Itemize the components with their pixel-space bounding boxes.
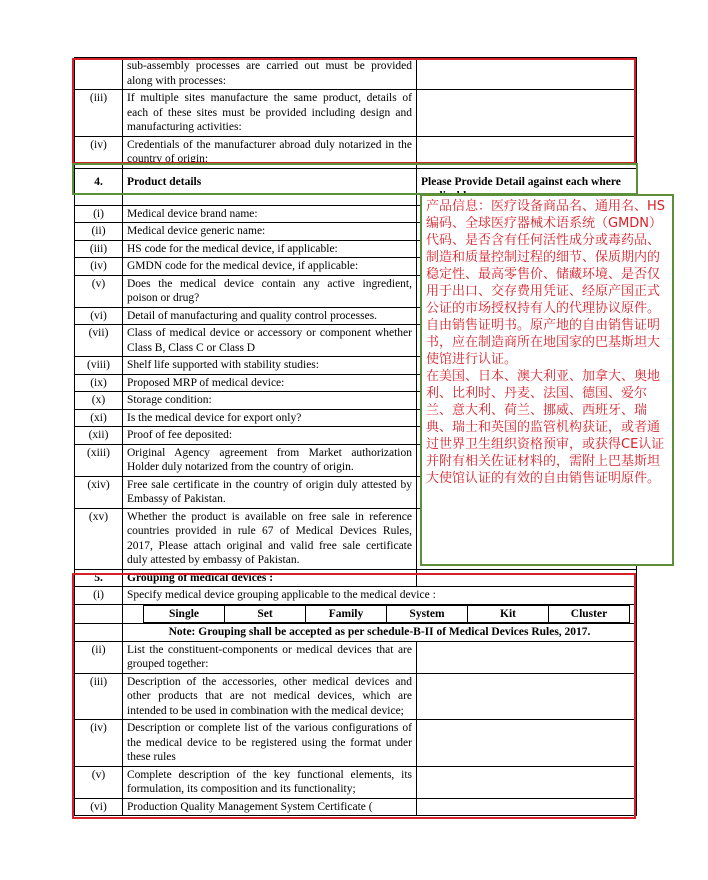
detail-cell[interactable]: [417, 58, 637, 90]
grouping-options-row: [75, 604, 637, 624]
detail-cell[interactable]: [417, 720, 637, 767]
annotation-paragraph: 产品信息：医疗设备商品名、通用名、HS编码、全球医疗器械术语系统（GMDN）代码、是否含有任何活性成分或毒药品、制造和质量控制过程的细节、保质期内的稳定性、最高零售价、储藏环境、是否仅用于出口、交存费用凭证、经原产国正式公证的市场授权持有人的代理协议原件。: [426, 199, 666, 316]
detail-cell[interactable]: [417, 766, 637, 798]
item-text: HS code for the medical device, if applicable:: [123, 240, 417, 258]
item-text: GMDN code for the medical device, if applicable:: [123, 258, 417, 276]
item-text: Storage condition:: [123, 392, 417, 410]
chinese-annotation-box: [420, 194, 674, 566]
table-row: [75, 90, 637, 137]
item-text: Does the medical device contain any active ingredient, poison or drug?: [123, 275, 417, 307]
section-number: 4.: [75, 168, 123, 205]
item-text: Class of medical device or accessory or component whether Class B, Class C or Class D: [123, 325, 417, 357]
item-number: (iii): [75, 240, 123, 258]
item-text: Whether the product is available on free sale in reference countries provided in rule 67 of Medical Devices Rules, 2017, Please attach original and valid free sale certificate duly attested by embassy of Pakistan.: [123, 508, 417, 569]
item-number: (vi): [75, 798, 123, 816]
detail-cell[interactable]: [417, 641, 637, 673]
item-number: (xiii): [75, 444, 123, 476]
item-number: (ii): [75, 223, 123, 241]
section-title: Grouping of medical devices :: [123, 569, 417, 587]
note-row: [75, 624, 637, 642]
row-text: sub-assembly processes are carried out must be provided along with processes:: [123, 58, 417, 90]
row-number: [75, 58, 123, 90]
table-row: [75, 766, 637, 798]
item-number: (iv): [75, 720, 123, 767]
detail-header: Please Provide Detail against each where: [417, 168, 637, 205]
item-number: (ii): [75, 641, 123, 673]
item-text: Medical device brand name:: [123, 205, 417, 223]
table-row: [75, 58, 637, 90]
row-text: Credentials of the manufacturer abroad duly notarized in the country of origin:: [123, 136, 417, 168]
item-text: Proof of fee deposited:: [123, 427, 417, 445]
item-number: (i): [75, 205, 123, 223]
item-text: Medical device generic name:: [123, 223, 417, 241]
detail-cell[interactable]: [417, 90, 637, 137]
annotation-paragraph: 在美国、日本、澳大利亚、加拿大、奥地利、比利时、丹麦、法国、德国、爱尔兰、意大利、荷兰、挪威、西班牙、瑞典、瑞士和英国的监管机构获证，或者通过世界卫生组织资格预审，或获得CE认证并附有相关佐证材料的，需附上巴基斯坦大使馆认证的有效的自由销售证明原件。: [426, 369, 665, 486]
item-number: (iv): [75, 258, 123, 276]
detail-cell[interactable]: [417, 569, 637, 587]
group-option-set[interactable]: Set: [225, 605, 306, 623]
grouping-options: [143, 605, 630, 624]
group-option-cluster[interactable]: Cluster: [549, 605, 630, 623]
section-number: 5.: [75, 569, 123, 587]
table-row: [75, 798, 637, 816]
table-row: [75, 136, 637, 168]
item-text: Original Agency agreement from Market authorization Holder duly notarized from the country of origin.: [123, 444, 417, 476]
detail-cell[interactable]: [417, 136, 637, 168]
row-number: (iii): [75, 90, 123, 137]
item-number: (ix): [75, 374, 123, 392]
item-text: Detail of manufacturing and quality control processes.: [123, 307, 417, 325]
item-text: Complete description of the key functional elements, its formulation, its composition and its functionality;: [123, 766, 417, 798]
item-text: Specify medical device grouping applicable to the medical device :: [123, 587, 637, 605]
section-header-row: [75, 569, 637, 587]
item-number: (xv): [75, 508, 123, 569]
table-row: [75, 587, 637, 605]
item-text: Proposed MRP of medical device:: [123, 374, 417, 392]
item-text: Description of the accessories, other medical devices and other products that are not medical devices, which are intended to be used in combination with the medical device;: [123, 673, 417, 720]
item-text: Description or complete list of the various configurations of the medical device to be registered using the format under these rules: [123, 720, 417, 767]
item-number: (viii): [75, 357, 123, 375]
group-option-kit[interactable]: Kit: [468, 605, 549, 623]
item-number: (xii): [75, 427, 123, 445]
detail-cell[interactable]: [417, 673, 637, 720]
item-number: (iii): [75, 673, 123, 720]
row-number: (iv): [75, 136, 123, 168]
table-row: [75, 641, 637, 673]
item-number: (v): [75, 766, 123, 798]
item-text: Is the medical device for export only?: [123, 409, 417, 427]
group-option-family[interactable]: Family: [306, 605, 387, 623]
item-number: (i): [75, 587, 123, 605]
table-row: [75, 673, 637, 720]
section-title: Product details: [123, 168, 417, 205]
item-number: (vii): [75, 325, 123, 357]
detail-cell[interactable]: [417, 798, 637, 816]
item-number: (x): [75, 392, 123, 410]
annotation-paragraph: 自由销售证明书。原产地的自由销售证明书，应在制造商所在地国家的巴基斯坦大使馆进行认证。: [426, 318, 661, 367]
grouping-note: Note: Grouping shall be accepted as per schedule-B-II of Medical Devices Rules, 2017.: [123, 624, 637, 642]
item-number: (vi): [75, 307, 123, 325]
group-option-system[interactable]: System: [387, 605, 468, 623]
row-text: If multiple sites manufacture the same product, details of each of these sites must be provided including design and manufacturing activities:: [123, 90, 417, 137]
table-row: [75, 720, 637, 767]
item-number: (xi): [75, 409, 123, 427]
item-number: (v): [75, 275, 123, 307]
item-text: List the constituent-components or medical devices that are grouped together:: [123, 641, 417, 673]
item-text: Shelf life supported with stability studies:: [123, 357, 417, 375]
group-option-single[interactable]: Single: [144, 605, 225, 623]
item-text: Free sale certificate in the country of origin duly attested by Embassy of Pakistan.: [123, 476, 417, 508]
item-number: (xiv): [75, 476, 123, 508]
item-text: Production Quality Management System Certificate (: [123, 798, 417, 816]
